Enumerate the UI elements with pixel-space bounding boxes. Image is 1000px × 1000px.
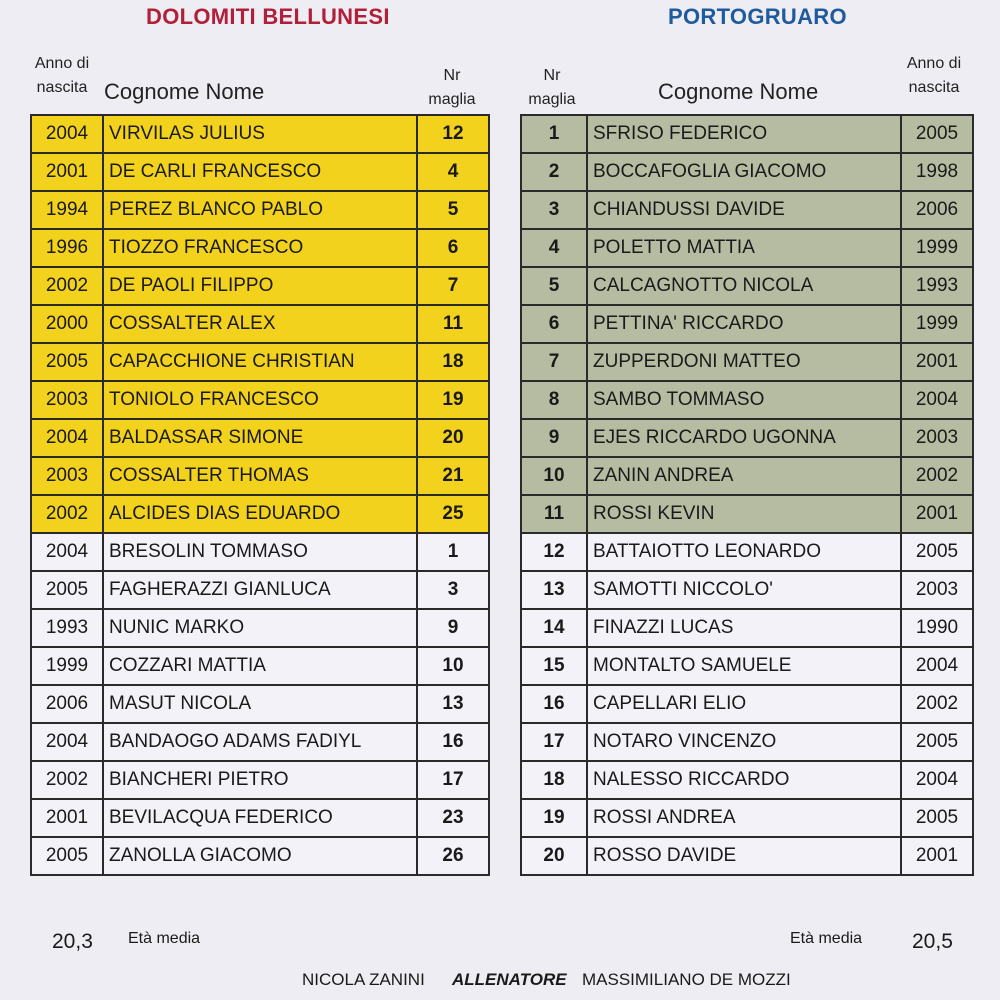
player-name: VIRVILAS JULIUS — [103, 115, 417, 153]
player-number: 23 — [417, 799, 489, 837]
player-year: 2004 — [901, 647, 973, 685]
player-year: 2004 — [31, 115, 103, 153]
player-number: 5 — [417, 191, 489, 229]
right-bench-row — [521, 571, 973, 609]
player-year: 2005 — [31, 837, 103, 875]
left-bench-row — [31, 685, 489, 723]
left-starter-row — [31, 229, 489, 267]
right-roster-table — [520, 114, 974, 876]
player-name: NOTARO VINCENZO — [587, 723, 901, 761]
player-number: 16 — [521, 685, 587, 723]
player-number: 11 — [521, 495, 587, 533]
player-number: 4 — [521, 229, 587, 267]
player-number: 3 — [417, 571, 489, 609]
player-name: ROSSI KEVIN — [587, 495, 901, 533]
right-starter-row — [521, 343, 973, 381]
player-number: 13 — [521, 571, 587, 609]
left-avg-age-value: 20,3 — [52, 930, 93, 953]
left-bench-row — [31, 609, 489, 647]
left-bench-row — [31, 647, 489, 685]
player-name: PETTINA' RICCARDO — [587, 305, 901, 343]
player-name: SAMBO TOMMASO — [587, 381, 901, 419]
player-name: ZANIN ANDREA — [587, 457, 901, 495]
player-name: PEREZ BLANCO PABLO — [103, 191, 417, 229]
left-starter-row — [31, 115, 489, 153]
left-starter-row — [31, 419, 489, 457]
left-bench-row — [31, 533, 489, 571]
right-header-number: Nr maglia — [528, 67, 576, 108]
player-year: 1998 — [901, 153, 973, 191]
player-number: 18 — [417, 343, 489, 381]
left-header-year: Anno di nascita — [34, 55, 90, 96]
left-coach-name: NICOLA ZANINI — [302, 970, 425, 989]
left-starter-row — [31, 191, 489, 229]
player-number: 2 — [521, 153, 587, 191]
right-header-year: Anno di nascita — [906, 55, 962, 96]
left-starter-row — [31, 457, 489, 495]
right-bench-row — [521, 533, 973, 571]
player-number: 1 — [521, 115, 587, 153]
left-starter-row — [31, 495, 489, 533]
player-name: DE PAOLI FILIPPO — [103, 267, 417, 305]
right-bench-row — [521, 723, 973, 761]
player-number: 10 — [417, 647, 489, 685]
player-year: 2001 — [901, 837, 973, 875]
right-starter-row — [521, 191, 973, 229]
player-year: 2001 — [901, 495, 973, 533]
player-name: BANDAOGO ADAMS FADIYL — [103, 723, 417, 761]
left-team-title: DOLOMITI BELLUNESI — [146, 4, 390, 29]
player-year: 2005 — [901, 799, 973, 837]
player-number: 5 — [521, 267, 587, 305]
player-number: 20 — [417, 419, 489, 457]
player-name: NALESSO RICCARDO — [587, 761, 901, 799]
player-year: 2003 — [901, 419, 973, 457]
player-year: 2003 — [31, 381, 103, 419]
player-number: 1 — [417, 533, 489, 571]
player-number: 17 — [521, 723, 587, 761]
player-name: POLETTO MATTIA — [587, 229, 901, 267]
right-bench-row — [521, 799, 973, 837]
player-year: 1999 — [901, 229, 973, 267]
player-year: 2002 — [901, 457, 973, 495]
player-number: 6 — [521, 305, 587, 343]
player-name: BEVILACQUA FEDERICO — [103, 799, 417, 837]
left-starter-row — [31, 305, 489, 343]
player-year: 2005 — [31, 343, 103, 381]
player-year: 2003 — [31, 457, 103, 495]
player-name: TONIOLO FRANCESCO — [103, 381, 417, 419]
player-year: 2004 — [31, 533, 103, 571]
player-number: 9 — [521, 419, 587, 457]
player-name: BIANCHERI PIETRO — [103, 761, 417, 799]
player-number: 6 — [417, 229, 489, 267]
player-name: MASUT NICOLA — [103, 685, 417, 723]
right-team-title: PORTOGRUARO — [668, 4, 847, 29]
player-number: 19 — [521, 799, 587, 837]
player-name: COSSALTER ALEX — [103, 305, 417, 343]
right-avg-age-label: Età media — [790, 930, 863, 947]
left-starter-row — [31, 381, 489, 419]
player-number: 3 — [521, 191, 587, 229]
player-year: 2001 — [31, 153, 103, 191]
right-bench-row — [521, 685, 973, 723]
player-year: 1994 — [31, 191, 103, 229]
player-year: 1996 — [31, 229, 103, 267]
player-number: 18 — [521, 761, 587, 799]
player-name: EJES RICCARDO UGONNA — [587, 419, 901, 457]
player-number: 12 — [521, 533, 587, 571]
player-name: CHIANDUSSI DAVIDE — [587, 191, 901, 229]
player-year: 1990 — [901, 609, 973, 647]
player-name: CAPELLARI ELIO — [587, 685, 901, 723]
player-number: 7 — [417, 267, 489, 305]
player-year: 2004 — [31, 723, 103, 761]
right-avg-age-value: 20,5 — [912, 930, 953, 953]
player-name: MONTALTO SAMUELE — [587, 647, 901, 685]
coach-role-label: ALLENATORE — [452, 970, 567, 989]
right-starter-row — [521, 381, 973, 419]
right-bench-row — [521, 761, 973, 799]
player-year: 2001 — [901, 343, 973, 381]
player-name: BRESOLIN TOMMASO — [103, 533, 417, 571]
player-name: TIOZZO FRANCESCO — [103, 229, 417, 267]
player-name: BOCCAFOGLIA GIACOMO — [587, 153, 901, 191]
left-starter-row — [31, 267, 489, 305]
player-number: 4 — [417, 153, 489, 191]
left-bench-row — [31, 799, 489, 837]
player-year: 1999 — [31, 647, 103, 685]
player-number: 17 — [417, 761, 489, 799]
player-number: 26 — [417, 837, 489, 875]
player-name: DE CARLI FRANCESCO — [103, 153, 417, 191]
player-name: ROSSI ANDREA — [587, 799, 901, 837]
player-year: 2006 — [31, 685, 103, 723]
left-bench-row — [31, 571, 489, 609]
right-header-name: Cognome Nome — [658, 79, 819, 104]
right-bench-row — [521, 609, 973, 647]
player-number: 14 — [521, 609, 587, 647]
left-roster-table — [30, 114, 490, 876]
player-number: 10 — [521, 457, 587, 495]
player-number: 25 — [417, 495, 489, 533]
player-year: 2002 — [31, 495, 103, 533]
left-bench-row — [31, 837, 489, 875]
player-name: SAMOTTI NICCOLO' — [587, 571, 901, 609]
player-name: NUNIC MARKO — [103, 609, 417, 647]
player-year: 2006 — [901, 191, 973, 229]
player-number: 9 — [417, 609, 489, 647]
player-year: 1993 — [901, 267, 973, 305]
player-year: 2000 — [31, 305, 103, 343]
right-coach-name: MASSIMILIANO DE MOZZI — [582, 970, 791, 989]
player-year: 2004 — [31, 419, 103, 457]
player-year: 2004 — [901, 761, 973, 799]
player-number: 15 — [521, 647, 587, 685]
player-name: SFRISO FEDERICO — [587, 115, 901, 153]
player-name: ZUPPERDONI MATTEO — [587, 343, 901, 381]
player-number: 13 — [417, 685, 489, 723]
right-starter-row — [521, 305, 973, 343]
player-year: 1999 — [901, 305, 973, 343]
player-name: COSSALTER THOMAS — [103, 457, 417, 495]
player-name: ROSSO DAVIDE — [587, 837, 901, 875]
player-number: 11 — [417, 305, 489, 343]
left-starter-row — [31, 343, 489, 381]
right-starter-row — [521, 495, 973, 533]
player-name: ALCIDES DIAS EDUARDO — [103, 495, 417, 533]
right-starter-row — [521, 267, 973, 305]
player-number: 16 — [417, 723, 489, 761]
right-starter-row — [521, 457, 973, 495]
player-year: 2004 — [901, 381, 973, 419]
left-header-number: Nr maglia — [428, 67, 476, 108]
right-starter-row — [521, 419, 973, 457]
right-bench-row — [521, 647, 973, 685]
player-name: CALCAGNOTTO NICOLA — [587, 267, 901, 305]
player-year: 2005 — [901, 533, 973, 571]
player-number: 20 — [521, 837, 587, 875]
player-name: ZANOLLA GIACOMO — [103, 837, 417, 875]
left-starter-row — [31, 153, 489, 191]
left-bench-row — [31, 723, 489, 761]
player-year: 2001 — [31, 799, 103, 837]
right-starter-row — [521, 153, 973, 191]
player-name: COZZARI MATTIA — [103, 647, 417, 685]
player-name: FAGHERAZZI GIANLUCA — [103, 571, 417, 609]
player-year: 2002 — [31, 267, 103, 305]
player-year: 2003 — [901, 571, 973, 609]
left-header-name: Cognome Nome — [104, 79, 265, 104]
right-starter-row — [521, 115, 973, 153]
player-name: BALDASSAR SIMONE — [103, 419, 417, 457]
player-name: FINAZZI LUCAS — [587, 609, 901, 647]
player-number: 21 — [417, 457, 489, 495]
player-number: 8 — [521, 381, 587, 419]
left-bench-row — [31, 761, 489, 799]
player-year: 2002 — [901, 685, 973, 723]
right-starter-row — [521, 229, 973, 267]
player-year: 2005 — [31, 571, 103, 609]
player-year: 2005 — [901, 723, 973, 761]
player-year: 1993 — [31, 609, 103, 647]
player-number: 19 — [417, 381, 489, 419]
right-bench-row — [521, 837, 973, 875]
left-avg-age-label: Età media — [128, 930, 201, 947]
player-name: CAPACCHIONE CHRISTIAN — [103, 343, 417, 381]
player-year: 2002 — [31, 761, 103, 799]
player-number: 12 — [417, 115, 489, 153]
player-year: 2005 — [901, 115, 973, 153]
player-number: 7 — [521, 343, 587, 381]
player-name: BATTAIOTTO LEONARDO — [587, 533, 901, 571]
